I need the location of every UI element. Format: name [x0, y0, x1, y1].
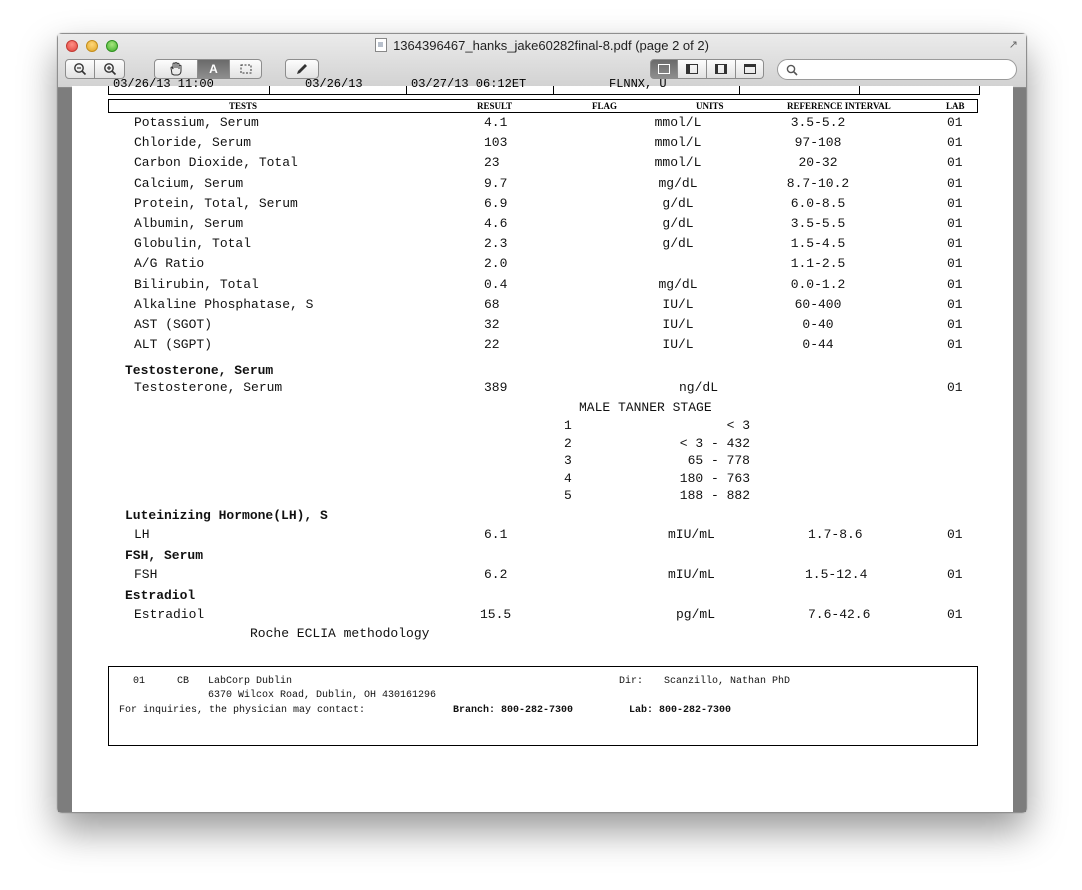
footer-inquiry: For inquiries, the physician may contact:	[119, 705, 366, 716]
test-lab: 01	[947, 195, 963, 211]
test-reference: 3.5-5.5	[790, 216, 846, 231]
footer-lab-code: 01	[133, 676, 146, 687]
header-collected-date: 03/26/13 11:00	[113, 77, 214, 91]
section-fsh: FSH, Serum	[125, 548, 204, 563]
header-received-date: 03/26/13	[305, 77, 363, 91]
test-reference: 60-400	[794, 296, 842, 312]
test-lab: 01	[947, 216, 963, 231]
footer-branch-phone: Branch: 800-282-7300	[453, 705, 574, 716]
tanner-stage: 3	[564, 453, 572, 468]
test-reference: 20-32	[798, 155, 838, 171]
footer-lab-phone: Lab: 800-282-7300	[629, 705, 732, 716]
test-units: IU/L	[662, 296, 694, 312]
test-units: mmol/L	[654, 155, 702, 171]
header-physician: FLNNX, U	[609, 77, 667, 91]
test-name: Alkaline Phosphatase, S	[134, 296, 314, 312]
test-result: 23	[484, 155, 500, 171]
window-title-container	[58, 38, 1026, 53]
test-reference: 6.0-8.5	[790, 195, 846, 211]
test-result: 103	[484, 135, 508, 151]
test-lab: 01	[947, 155, 963, 171]
annotate-button[interactable]	[285, 59, 319, 79]
test-name: AST (SGOT)	[134, 317, 213, 332]
test-result: 6.2	[484, 567, 508, 582]
hand-icon	[168, 62, 184, 76]
view-thumbnails-button[interactable]	[678, 59, 707, 79]
test-result: 15.5	[480, 607, 512, 622]
text-tool-label: A	[209, 62, 218, 76]
text-tool-button[interactable]	[198, 59, 230, 79]
footer-director: Scanzillo, Nathan PhD	[664, 676, 791, 687]
footer-lab-name: LabCorp Dublin	[208, 676, 293, 687]
test-lab: 01	[947, 175, 963, 191]
test-name: Protein, Total, Serum	[134, 195, 298, 211]
zoom-in-button[interactable]	[95, 59, 125, 79]
pencil-icon	[295, 62, 309, 76]
col-reference: REFERENCE INTERVAL	[787, 101, 891, 111]
test-units: ng/dL	[679, 380, 719, 395]
test-result: 6.1	[484, 527, 508, 542]
test-result: 4.6	[484, 216, 508, 231]
test-reference: 1.1-2.5	[790, 256, 846, 272]
test-lab: 01	[947, 567, 963, 582]
zoom-in-icon	[103, 62, 117, 76]
test-lab: 01	[947, 296, 963, 312]
test-result: 22	[484, 337, 500, 353]
col-tests: TESTS	[229, 101, 258, 111]
test-reference: 0-44	[802, 337, 834, 353]
single-page-icon	[658, 64, 670, 74]
tanner-stage: 1	[564, 418, 572, 433]
footer-site: CB	[177, 676, 190, 687]
contact-sheet-icon	[744, 64, 756, 74]
view-two-page-button[interactable]	[707, 59, 736, 79]
test-reference: 0.0-1.2	[790, 276, 846, 292]
test-units: g/dL	[662, 195, 694, 211]
search-icon	[786, 64, 798, 76]
zoom-control	[65, 59, 125, 79]
test-units: IU/L	[662, 317, 694, 332]
preview-window	[57, 33, 1027, 813]
test-lab: 01	[947, 607, 963, 622]
view-single-page-button[interactable]	[650, 59, 678, 79]
test-lab: 01	[947, 317, 963, 332]
test-lab: 01	[947, 527, 963, 542]
header-reported-date: 03/27/13 06:12ET	[411, 77, 527, 91]
test-name: Albumin, Serum	[134, 216, 244, 231]
patient-header-cut	[108, 77, 980, 95]
test-name: FSH	[134, 567, 158, 582]
tanner-range: < 3 - 432	[679, 435, 750, 451]
test-result: 389	[484, 380, 508, 395]
hand-tool-button[interactable]	[154, 59, 198, 79]
test-name: A/G Ratio	[134, 256, 205, 272]
tanner-stage: 2	[564, 435, 572, 451]
test-lab: 01	[947, 256, 963, 272]
footer-address: 6370 Wilcox Road, Dublin, OH 430161296	[208, 690, 437, 701]
col-result: RESULT	[477, 101, 513, 111]
two-page-icon	[715, 64, 727, 74]
test-units: mIU/mL	[668, 527, 715, 542]
footer-director-label: Dir:	[619, 676, 644, 687]
test-lab: 01	[947, 236, 963, 252]
tool-selector	[154, 59, 262, 79]
select-tool-button[interactable]	[230, 59, 262, 79]
test-result: 6.9	[484, 195, 508, 211]
test-reference: 1.5-12.4	[805, 567, 868, 582]
col-lab: LAB	[946, 101, 965, 111]
lab-footer	[108, 666, 978, 746]
search-input[interactable]	[802, 61, 1016, 79]
zoom-out-icon	[73, 62, 87, 76]
test-lab: 01	[947, 276, 963, 292]
tanner-title: MALE TANNER STAGE	[579, 400, 712, 415]
test-reference: 3.5-5.2	[790, 115, 846, 130]
tanner-range: 188 - 882	[679, 488, 750, 503]
test-lab: 01	[947, 135, 963, 151]
test-result: 2.3	[484, 236, 508, 252]
pdf-document-icon	[375, 38, 387, 52]
window-title: 1364396467_hanks_jake60282final-8.pdf (page 2 of 2)	[393, 38, 709, 53]
test-lab: 01	[947, 337, 963, 353]
zoom-out-button[interactable]	[65, 59, 95, 79]
test-units: g/dL	[662, 236, 694, 252]
test-name: Bilirubin, Total	[134, 276, 259, 292]
test-result: 68	[484, 296, 500, 312]
col-units: UNITS	[696, 101, 724, 111]
test-name: Carbon Dioxide, Total	[134, 155, 298, 171]
test-units: mmol/L	[654, 115, 702, 130]
test-name: Estradiol	[134, 607, 205, 622]
tanner-range: < 3	[726, 418, 750, 433]
test-lab: 01	[947, 115, 963, 130]
test-reference: 7.6-42.6	[808, 607, 871, 622]
test-name: Globulin, Total	[134, 236, 252, 252]
section-testosterone: Testosterone, Serum	[125, 363, 274, 378]
test-lab: 01	[947, 380, 963, 395]
test-units: mg/dL	[658, 276, 698, 292]
section-lh: Luteinizing Hormone(LH), S	[125, 508, 328, 523]
test-result: 0.4	[484, 276, 508, 292]
tanner-stage: 5	[564, 488, 572, 503]
test-result: 32	[484, 317, 500, 332]
tanner-range: 65 - 778	[687, 453, 750, 468]
test-name: Chloride, Serum	[134, 135, 252, 151]
test-reference: 97-108	[794, 135, 842, 151]
test-name: Calcium, Serum	[134, 175, 244, 191]
view-contact-sheet-button[interactable]	[736, 59, 764, 79]
test-units: pg/mL	[676, 607, 716, 622]
marquee-icon	[240, 64, 252, 74]
test-reference: 0-40	[802, 317, 834, 332]
test-units: mg/dL	[658, 175, 698, 191]
document-viewport[interactable]	[58, 77, 1026, 812]
test-units: g/dL	[662, 216, 694, 231]
test-reference: 1.5-4.5	[790, 236, 846, 252]
test-units: IU/L	[662, 337, 694, 353]
test-reference: 1.7-8.6	[808, 527, 863, 542]
fullscreen-icon[interactable]: ↗	[1008, 39, 1018, 51]
test-result: 2.0	[484, 256, 508, 272]
test-name: Testosterone, Serum	[134, 380, 283, 395]
test-reference: 8.7-10.2	[786, 175, 850, 191]
test-units: mmol/L	[654, 135, 702, 151]
test-name: ALT (SGPT)	[134, 337, 213, 353]
test-name: Potassium, Serum	[134, 115, 259, 130]
column-header-row	[108, 99, 978, 113]
view-mode-selector	[650, 59, 764, 79]
test-units: mIU/mL	[668, 567, 715, 582]
pdf-page	[72, 77, 1013, 812]
test-result: 9.7	[484, 175, 508, 191]
tanner-stage: 4	[564, 470, 572, 486]
section-estradiol: Estradiol	[125, 588, 196, 603]
tanner-range: 180 - 763	[679, 470, 750, 486]
methodology-note: Roche ECLIA methodology	[250, 626, 430, 641]
test-name: LH	[134, 527, 150, 542]
search-field[interactable]	[777, 59, 1017, 80]
col-flag: FLAG	[592, 101, 618, 111]
thumbnails-icon	[686, 64, 698, 74]
test-result: 4.1	[484, 115, 508, 130]
